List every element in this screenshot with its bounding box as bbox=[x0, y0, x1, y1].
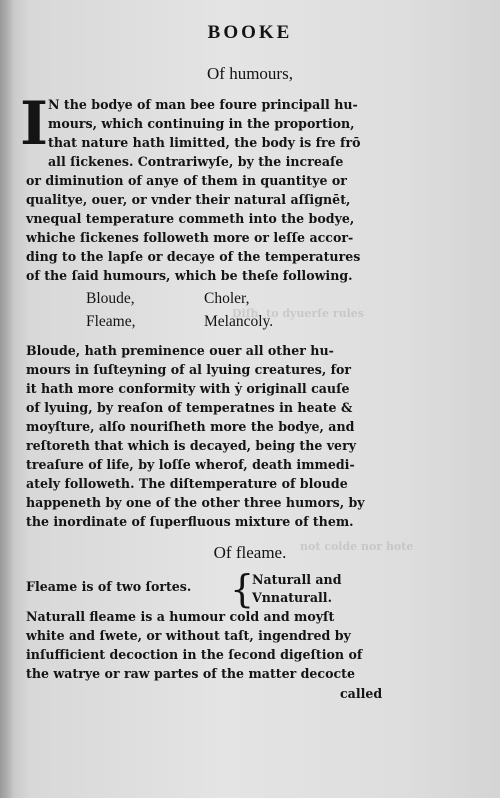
text-line: treaſure of life, by loſſe wherof, death immedi- bbox=[26, 457, 355, 472]
humour-blood: Bloude, bbox=[86, 290, 135, 307]
catchword: called bbox=[340, 686, 383, 701]
text-line: of lyuing, by reaſon of temperatnes in heate & bbox=[26, 400, 353, 415]
text-line: mours, which continuing in the proportion, bbox=[48, 116, 355, 131]
text-line: vnequal temperature commeth into the bodye, bbox=[26, 211, 355, 226]
text-line: ding to the lapſe or decaye of the temperatures bbox=[26, 249, 361, 264]
text-line: moyſture, alſo nouriſheth more the bodye, and bbox=[26, 419, 355, 434]
text-line: N the bodye of man bee foure principall hu- bbox=[48, 97, 358, 112]
text-line: happeneth by one of the other three humors, by bbox=[26, 495, 365, 510]
text-line: whiche ſickenes followeth more or leſſe accor- bbox=[26, 230, 354, 245]
text-line: of the ſaid humours, which be theſe following. bbox=[26, 268, 353, 283]
text-line: Naturall fleame is a humour cold and moyſt bbox=[26, 609, 335, 624]
sort-natural: Naturall and bbox=[252, 572, 342, 587]
text-line: the watrye or raw partes of the matter decocte bbox=[26, 666, 355, 681]
text-line: reſtoreth that which is decayed, being the very bbox=[26, 438, 357, 453]
sort-unnatural: Vnnaturall. bbox=[252, 590, 332, 605]
section-title-fleame: Of fleame. bbox=[213, 543, 287, 562]
running-header: BOOKE bbox=[207, 22, 293, 43]
show-through: not colde nor hote bbox=[300, 540, 414, 553]
text-line: Bloude, hath preminence ouer all other hu- bbox=[26, 343, 334, 358]
humour-phlegm: Fleame, bbox=[86, 313, 136, 330]
show-through: Diſh. to dyuerſe rules bbox=[232, 307, 364, 320]
fleame-sorts-line: Fleame is of two ſortes. bbox=[26, 579, 192, 594]
brace: { bbox=[230, 567, 255, 611]
text-line: or diminution of anye of them in quantitye or bbox=[26, 173, 347, 188]
text-line: white and ſwete, or without taſt, ingendred by bbox=[26, 628, 351, 643]
humour-choler: Choler, bbox=[204, 290, 250, 307]
text-line: inſufficient decoction in the ſecond digeſtion of bbox=[26, 647, 363, 662]
gutter-shadow bbox=[0, 0, 14, 798]
text-line: that nature hath limitted, the body is fre frō bbox=[48, 135, 361, 150]
text-line: mours in ſuſteyning of al lyuing creatures, for bbox=[26, 362, 352, 377]
text-line: ately followeth. The diſtemperature of bloude bbox=[26, 476, 348, 491]
text-line: qualitye, ouer, or vnder their natural aſſignēt, bbox=[26, 192, 351, 207]
section-title-humours: Of humours, bbox=[207, 64, 293, 83]
text-line: it hath more conformity with ẏ originall cauſe bbox=[26, 381, 350, 396]
humour-melancholy: Melancoly. bbox=[204, 313, 274, 330]
drop-cap: I bbox=[20, 89, 49, 159]
text-line: the inordinate of ſuperfluous mixture of them. bbox=[26, 514, 354, 529]
text-line: all ſickenes. Contrariwyſe, by the increaſe bbox=[48, 154, 344, 169]
